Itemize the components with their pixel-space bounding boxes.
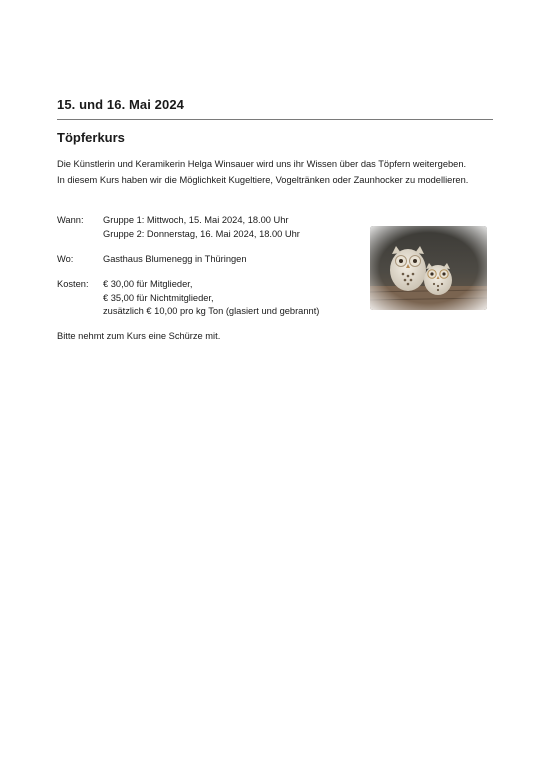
where-label: Wo: [57,254,74,264]
cost-members: € 30,00 für Mitglieder, [103,279,193,289]
when-group-2: Gruppe 2: Donnerstag, 16. Mai 2024, 18.00 Uhr [103,228,300,239]
heading-divider [57,119,493,120]
cost-non-members: € 35,00 für Nichtmitglieder, [103,292,214,303]
intro-line-1: Die Künstlerin und Keramikerin Helga Winsauer wird uns ihr Wissen über das Töpfern weitergeben. [57,159,467,169]
intro-line-2: In diesem Kurs haben wir die Möglichkeit Kugeltiere, Vogeltränken oder Zaunhocker zu modellieren. [57,175,469,185]
course-title: Töpferkurs [57,130,125,145]
where-value: Gasthaus Blumenegg in Thüringen [103,254,247,264]
when-group-1: Gruppe 1: Mittwoch, 15. Mai 2024, 18.00 Uhr [103,215,289,225]
course-intro [57,156,493,188]
cost-clay: zusätzlich € 10,00 pro kg Ton (glasiert und gebrannt) [103,306,320,316]
when-label: Wann: [57,215,84,225]
cost-label: Kosten: [57,279,89,289]
when-values [103,214,300,241]
date-heading: 15. und 16. Mai 2024 [57,97,185,112]
ceramic-owls-photo [370,226,487,310]
apron-note: Bitte nehmt zum Kurs eine Schürze mit. [57,331,221,341]
cost-values [103,278,319,319]
